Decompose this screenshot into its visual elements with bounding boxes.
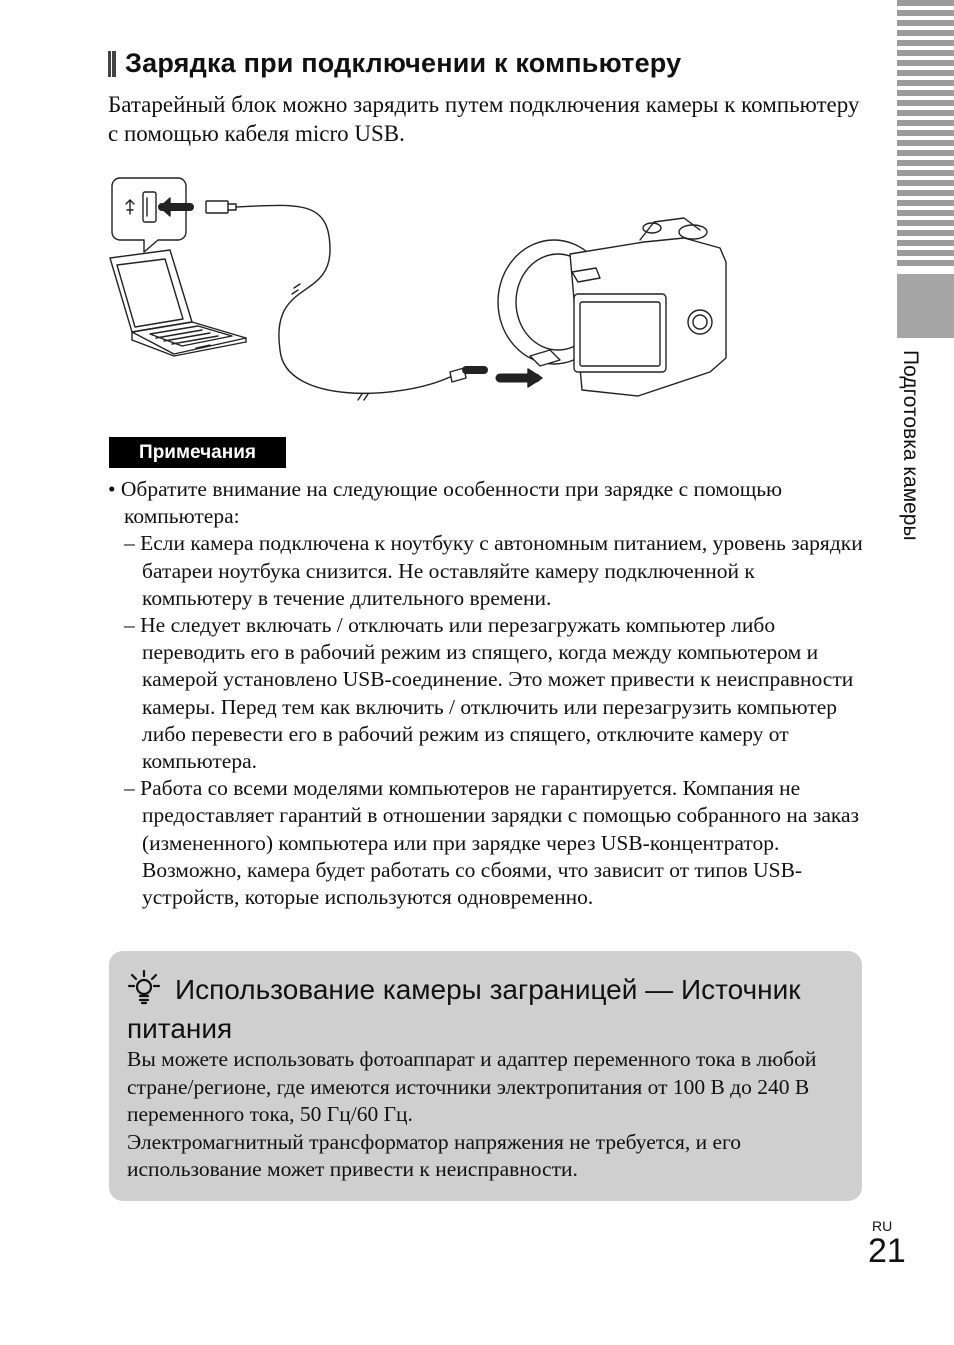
section-heading	[108, 48, 681, 79]
page-number: 21	[868, 1232, 906, 1270]
section-heading-text: Зарядка при подключении к компьютеру	[125, 48, 682, 78]
note-item: – Если камера подключена к ноутбуку с автономным питанием, уровень зарядки батареи ноутбука снизится. Не оставляйте камеру подключенной к компьютеру в течение длительного времени.	[124, 531, 863, 610]
tip-title-text: Использование камеры заграницей — Источник питания	[127, 974, 801, 1044]
notes-list	[108, 476, 868, 911]
lightbulb-icon	[127, 969, 161, 1012]
notes-label: Примечания	[109, 437, 286, 468]
notes-bullet: • Обратите внимание на следующие особенности при зарядке с помощью компьютера:	[108, 477, 783, 529]
usb-port-icon	[112, 178, 190, 252]
tip-body-line: Вы можете использовать фотоаппарат и адаптер переменного тока в любой стране/регионе, где имеются источники электропитания от 100 В до 240 В переменного тока, 50 Гц/60 Гц.	[127, 1047, 817, 1126]
camera-icon	[498, 218, 726, 396]
intro-paragraph: Батарейный блок можно зарядить путем подключения камеры к компьютеру с помощью кабеля micro USB.	[108, 92, 860, 146]
language-code: RU	[872, 1218, 893, 1234]
chapter-tab-active	[897, 274, 954, 338]
tip-body	[127, 1046, 852, 1184]
heading-marker	[108, 51, 116, 77]
tip-box	[109, 951, 862, 1201]
usb-cable-icon	[206, 201, 484, 400]
note-item: – Не следует включать / отключать или перезагружать компьютер либо переводить его в рабочий режим из спящего, когда между компьютером и камерой установлено USB-соединение. Это может привести к неисправности камеры. Перед тем как включить / отключить или перезагрузить компьютер либо перевести его в рабочий режим из спящего, отключите камеру от компьютера.	[124, 613, 854, 774]
chapter-label: Подготовка камеры	[899, 350, 922, 541]
laptop-icon	[110, 250, 246, 356]
chapter-tab-stripes	[897, 0, 954, 268]
tip-body-line: Электромагнитный трансформатор напряжения не требуется, и его использование может привести к неисправности.	[127, 1129, 742, 1181]
usb-connection-illustration	[100, 170, 740, 430]
note-item: – Работа со всеми моделями компьютеров не гарантируется. Компания не предоставляет гарантий в отношении зарядки с помощью собранного на заказ (измененного) компьютера или при зарядке через USB-концентратор. Возможно, камера будет работать со сбоями, что зависит от типов USB-устройств, которые используются одновременно.	[124, 776, 860, 910]
tip-title	[127, 969, 847, 1045]
